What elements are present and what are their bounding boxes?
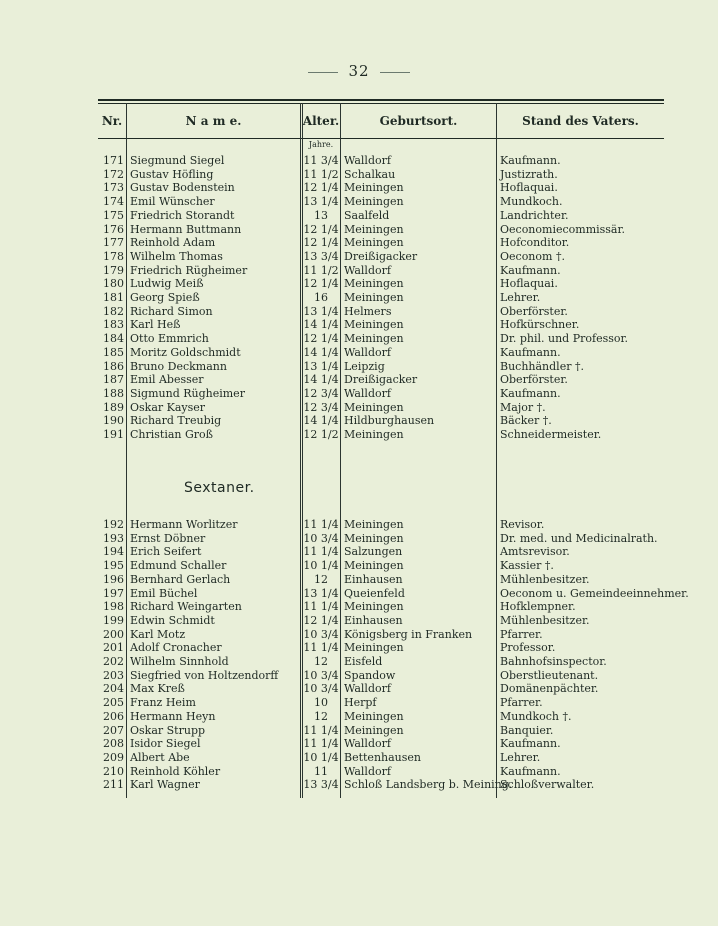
row-father-occupation: Hofconditor. — [500, 236, 570, 250]
row-name: Ernst Döbner — [130, 531, 206, 545]
row-father-occupation: Buchhändler †. — [500, 359, 584, 373]
header-birthplace: Geburtsort. — [379, 113, 458, 128]
table-row — [98, 154, 678, 168]
row-name: Erich Seifert — [130, 545, 202, 559]
row-birthplace: Walldorf — [344, 154, 391, 167]
row-birthplace: Saalfeld — [344, 208, 390, 222]
row-number: 201 — [103, 641, 124, 655]
page-number-ornament-right — [380, 72, 410, 73]
row-age: 11 1/4 — [303, 545, 339, 559]
row-number: 171 — [103, 154, 124, 167]
row-birthplace: Spandow — [344, 668, 396, 682]
row-father-occupation: Kaufmann. — [500, 345, 561, 359]
row-number: 189 — [103, 400, 124, 414]
row-number: 195 — [103, 559, 124, 573]
row-birthplace: Eisfeld — [344, 655, 383, 668]
row-number: 204 — [103, 682, 124, 696]
row-name: Wilhelm Thomas — [130, 249, 223, 263]
row-birthplace: Walldorf — [344, 764, 391, 778]
table-row — [98, 751, 678, 765]
row-birthplace: Einhausen — [344, 572, 403, 586]
row-name: Siegfried von Holtzendorff — [130, 668, 279, 682]
row-number: 181 — [103, 291, 124, 304]
table-row — [98, 696, 678, 710]
row-birthplace: Meiningen — [344, 531, 404, 545]
row-name: Adolf Cronacher — [130, 641, 222, 655]
row-birthplace: Einhausen — [344, 613, 403, 627]
row-number: 210 — [103, 764, 124, 778]
row-name: Karl Wagner — [130, 778, 200, 792]
row-name: Karl Motz — [130, 627, 186, 641]
row-father-occupation: Bäcker †. — [500, 414, 552, 428]
row-name: Wilhelm Sinnhold — [130, 655, 229, 668]
table-header-rule — [98, 138, 664, 139]
row-age: 12 1/4 — [303, 222, 339, 236]
table-row — [98, 223, 678, 237]
row-number: 196 — [103, 572, 124, 586]
table-row — [98, 264, 678, 278]
row-father-occupation: Mundkoch †. — [500, 709, 572, 723]
table-row — [98, 559, 678, 573]
row-father-occupation: Banquier. — [500, 723, 554, 737]
row-birthplace: Helmers — [344, 304, 392, 318]
row-name: Edwin Schmidt — [130, 613, 215, 627]
row-age: 10 3/4 — [303, 668, 339, 682]
row-number: 179 — [103, 263, 124, 277]
table-row — [98, 600, 678, 614]
row-age: 11 1/4 — [303, 600, 339, 614]
row-father-occupation: Mühlenbesitzer. — [500, 613, 590, 627]
row-birthplace: Walldorf — [344, 263, 391, 277]
row-father-occupation: Oeconom u. Gemeindeeinnehmer. — [500, 586, 689, 600]
row-birthplace: Meiningen — [344, 723, 404, 737]
row-age: 10 3/4 — [303, 627, 339, 641]
row-age: 13 3/4 — [303, 249, 339, 263]
header-nr: Nr. — [101, 113, 123, 128]
row-father-occupation: Bahnhofsinspector. — [500, 655, 607, 668]
row-name: Georg Spieß — [130, 291, 200, 304]
table-row — [98, 318, 678, 332]
row-number: 187 — [103, 373, 124, 387]
row-number: 193 — [103, 531, 124, 545]
row-name: Gustav Höfling — [130, 167, 214, 181]
row-name: Richard Treubig — [130, 414, 222, 428]
row-age: 16 — [314, 291, 328, 304]
row-father-occupation: Hoflaquai. — [500, 277, 558, 291]
age-unit-label: Jahre. — [308, 140, 334, 149]
row-number: 202 — [103, 655, 124, 668]
row-name: Bernhard Gerlach — [130, 572, 231, 586]
row-father-occupation: Kaufmann. — [500, 764, 561, 778]
row-father-occupation: Oberstlieutenant. — [500, 668, 599, 682]
row-age: 14 1/4 — [303, 373, 339, 387]
row-name: Franz Heim — [130, 696, 196, 710]
page-number-text: 32 — [348, 62, 370, 80]
row-name: Edmund Schaller — [130, 559, 227, 573]
row-name: Richard Weingarten — [130, 600, 242, 614]
row-number: 186 — [103, 359, 124, 373]
table-row — [98, 765, 678, 779]
row-age: 12 3/4 — [303, 386, 339, 400]
row-father-occupation: Oberförster. — [500, 373, 568, 387]
header-age: Alter. — [302, 113, 340, 128]
row-father-occupation: Oeconom †. — [500, 249, 565, 263]
row-father-occupation: Mundkoch. — [500, 195, 563, 209]
row-number: 177 — [103, 236, 124, 250]
row-age: 11 1/4 — [303, 518, 339, 531]
row-father-occupation: Hofkürschner. — [500, 318, 580, 332]
row-number: 198 — [103, 600, 124, 614]
row-father-occupation: Kaufmann. — [500, 263, 561, 277]
table-row — [98, 710, 678, 724]
row-name: Friedrich Rügheimer — [130, 263, 248, 277]
table-top-rule — [98, 99, 664, 101]
row-age: 12 — [314, 572, 328, 586]
row-father-occupation: Hofklempner. — [500, 600, 576, 614]
row-birthplace: Leipzig — [344, 359, 385, 373]
table-row — [98, 655, 678, 669]
row-number: 199 — [103, 613, 124, 627]
row-birthplace: Meiningen — [344, 236, 404, 250]
row-father-occupation: Oeconomiecommissär. — [500, 222, 626, 236]
row-name: Max Kreß — [130, 682, 185, 696]
row-number: 208 — [103, 737, 124, 751]
row-father-occupation: Mühlenbesitzer. — [500, 572, 590, 586]
row-number: 172 — [103, 167, 124, 181]
row-father-occupation: Professor. — [500, 641, 556, 655]
row-birthplace: Walldorf — [344, 386, 391, 400]
row-birthplace: Walldorf — [344, 737, 391, 751]
row-father-occupation: Dr. phil. und Professor. — [500, 332, 629, 346]
table-row — [98, 291, 678, 305]
row-birthplace: Meiningen — [344, 600, 404, 614]
row-birthplace: Meiningen — [344, 400, 404, 414]
row-age: 12 1/4 — [303, 332, 339, 346]
row-age: 10 1/4 — [303, 559, 339, 573]
row-name: Emil Wünscher — [130, 195, 215, 209]
row-name: Hermann Buttmann — [130, 222, 242, 236]
table-row — [98, 332, 678, 346]
row-birthplace: Salzungen — [344, 545, 403, 559]
row-father-occupation: Schloßverwalter. — [500, 778, 595, 792]
row-age: 14 1/4 — [303, 414, 339, 428]
row-age: 14 1/4 — [303, 345, 339, 359]
table-row — [98, 628, 678, 642]
row-birthplace: Walldorf — [344, 345, 391, 359]
row-birthplace: Meiningen — [344, 291, 404, 304]
row-name: Emil Büchel — [130, 586, 198, 600]
row-age: 13 1/4 — [303, 195, 339, 209]
table-row — [98, 346, 678, 360]
table-row — [98, 641, 678, 655]
row-age: 11 1/2 — [303, 263, 339, 277]
row-age: 12 1/2 — [303, 428, 339, 441]
row-birthplace: Meiningen — [344, 318, 404, 332]
table-row — [98, 586, 689, 601]
table-row — [98, 236, 678, 250]
table-row — [98, 305, 678, 319]
row-name: Gustav Bodenstein — [130, 181, 235, 195]
row-age: 14 1/4 — [303, 318, 339, 332]
row-age: 11 1/4 — [303, 723, 339, 737]
table-row — [98, 573, 678, 587]
row-name: Siegmund Siegel — [130, 154, 225, 167]
row-name: Sigmund Rügheimer — [130, 386, 245, 400]
row-birthplace: Meiningen — [344, 709, 404, 723]
row-birthplace: Meiningen — [344, 222, 404, 236]
table-row — [98, 532, 678, 546]
row-number: 207 — [103, 723, 124, 737]
row-birthplace: Dreißigacker — [344, 373, 418, 387]
row-birthplace: Schloß Landsberg b. Meining. — [344, 778, 513, 792]
row-number: 206 — [103, 709, 124, 723]
row-age: 10 — [314, 696, 328, 710]
table-row — [98, 545, 678, 559]
row-number: 205 — [103, 696, 124, 710]
row-name: Reinhold Köhler — [130, 764, 221, 778]
row-number: 175 — [103, 208, 124, 222]
table-row — [98, 181, 678, 195]
row-number: 185 — [103, 345, 124, 359]
row-father-occupation: Lehrer. — [500, 291, 541, 304]
table-row — [98, 209, 678, 223]
row-name: Hermann Heyn — [130, 709, 216, 723]
table-row — [98, 250, 678, 264]
table-row — [98, 168, 678, 182]
row-name: Karl Heß — [130, 318, 181, 332]
table-row — [98, 737, 678, 751]
row-name: Isidor Siegel — [130, 737, 201, 751]
row-age: 12 3/4 — [303, 400, 339, 414]
row-number: 183 — [103, 318, 124, 332]
row-birthplace: Hildburghausen — [344, 414, 435, 428]
row-birthplace: Meiningen — [344, 195, 404, 209]
row-number: 194 — [103, 545, 124, 559]
row-name: Otto Emmrich — [130, 332, 209, 346]
row-age: 11 — [314, 764, 328, 778]
row-birthplace: Herpf — [344, 696, 377, 710]
row-father-occupation: Pfarrer. — [500, 627, 543, 641]
row-number: 197 — [103, 586, 124, 600]
row-age: 11 1/4 — [303, 737, 339, 751]
row-number: 191 — [103, 428, 124, 441]
row-name: Hermann Worlitzer — [130, 518, 238, 531]
row-number: 188 — [103, 386, 124, 400]
row-birthplace: Meiningen — [344, 332, 404, 346]
row-number: 174 — [103, 195, 124, 209]
table-row — [98, 373, 678, 387]
table-row — [98, 669, 678, 683]
row-name: Reinhold Adam — [130, 236, 216, 250]
row-age: 11 3/4 — [303, 154, 339, 167]
row-number: 182 — [103, 304, 124, 318]
row-age: 11 1/4 — [303, 641, 339, 655]
row-age: 10 3/4 — [303, 682, 339, 696]
row-age: 12 — [314, 655, 328, 668]
page-number-ornament-left — [308, 72, 338, 73]
row-birthplace: Dreißigacker — [344, 249, 418, 263]
row-age: 13 3/4 — [303, 778, 339, 792]
row-birthplace: Meiningen — [344, 559, 404, 573]
row-birthplace: Walldorf — [344, 682, 391, 696]
row-number: 176 — [103, 222, 124, 236]
row-birthplace: Königsberg in Franken — [344, 627, 473, 641]
row-age: 10 3/4 — [303, 531, 339, 545]
row-father-occupation: Kaufmann. — [500, 737, 561, 751]
row-father-occupation: Kaufmann. — [500, 386, 561, 400]
table-row — [98, 401, 678, 415]
row-birthplace: Meiningen — [344, 428, 404, 441]
row-name: Moritz Goldschmidt — [130, 345, 241, 359]
header-father: Stand des Vaters. — [522, 113, 639, 128]
row-father-occupation: Justizrath. — [500, 167, 558, 181]
row-age: 13 1/4 — [303, 359, 339, 373]
row-father-occupation: Domänenpächter. — [500, 682, 599, 696]
row-birthplace: Meiningen — [344, 277, 404, 291]
row-father-occupation: Amtsrevisor. — [500, 545, 570, 559]
row-name: Oskar Kayser — [130, 400, 206, 414]
table-row — [98, 724, 678, 738]
row-father-occupation: Landrichter. — [500, 208, 569, 222]
row-age: 11 1/2 — [303, 167, 339, 181]
row-age: 12 1/4 — [303, 613, 339, 627]
row-number: 192 — [103, 518, 124, 531]
row-birthplace: Meiningen — [344, 518, 404, 531]
row-name: Emil Abesser — [130, 373, 204, 387]
table-row — [98, 518, 678, 532]
row-name: Ludwig Meiß — [130, 277, 204, 291]
row-name: Friedrich Storandt — [130, 208, 235, 222]
row-father-occupation: Dr. med. und Medicinalrath. — [500, 531, 658, 545]
row-name: Richard Simon — [130, 304, 213, 318]
row-number: 178 — [103, 249, 124, 263]
row-father-occupation: Schneidermeister. — [500, 428, 602, 441]
row-name: Oskar Strupp — [130, 723, 206, 737]
row-birthplace: Meiningen — [344, 181, 404, 195]
row-number: 203 — [103, 668, 124, 682]
row-age: 12 1/4 — [303, 236, 339, 250]
row-birthplace: Schalkau — [344, 167, 396, 181]
section-title: Sextaner. — [184, 480, 255, 496]
row-number: 211 — [103, 778, 124, 792]
row-age: 13 1/4 — [303, 586, 339, 600]
table-row — [98, 277, 678, 291]
table-row — [98, 195, 678, 209]
row-age: 13 — [314, 208, 328, 222]
row-number: 173 — [103, 181, 124, 195]
header-name: N a m e. — [185, 113, 242, 128]
row-birthplace: Queienfeld — [344, 586, 405, 600]
table-row — [98, 428, 678, 442]
row-number: 190 — [103, 414, 124, 428]
table-row — [98, 414, 678, 428]
table-row — [98, 682, 678, 696]
row-father-occupation: Revisor. — [500, 518, 545, 531]
row-father-occupation: Kaufmann. — [500, 154, 561, 167]
row-number: 184 — [103, 332, 124, 346]
table-row — [98, 778, 678, 792]
row-age: 12 — [314, 709, 328, 723]
table-row — [98, 360, 678, 374]
row-age: 13 1/4 — [303, 304, 339, 318]
table-row — [98, 387, 678, 401]
row-age: 10 1/4 — [303, 750, 339, 764]
row-father-occupation: Oberförster. — [500, 304, 568, 318]
row-birthplace: Bettenhausen — [344, 750, 421, 764]
row-number: 200 — [103, 627, 124, 641]
row-father-occupation: Major †. — [500, 400, 546, 414]
row-father-occupation: Kassier †. — [500, 559, 554, 573]
row-number: 209 — [103, 750, 124, 764]
row-name: Christian Groß — [130, 428, 214, 441]
row-age: 12 1/4 — [303, 181, 339, 195]
table-row — [98, 614, 678, 628]
page-number — [0, 62, 718, 80]
row-birthplace: Meiningen — [344, 641, 404, 655]
row-father-occupation: Hoflaquai. — [500, 181, 558, 195]
row-age: 12 1/4 — [303, 277, 339, 291]
row-number: 180 — [103, 277, 124, 291]
row-name: Bruno Deckmann — [130, 359, 227, 373]
row-father-occupation: Lehrer. — [500, 750, 541, 764]
row-name: Albert Abe — [130, 750, 190, 764]
row-father-occupation: Pfarrer. — [500, 696, 543, 710]
